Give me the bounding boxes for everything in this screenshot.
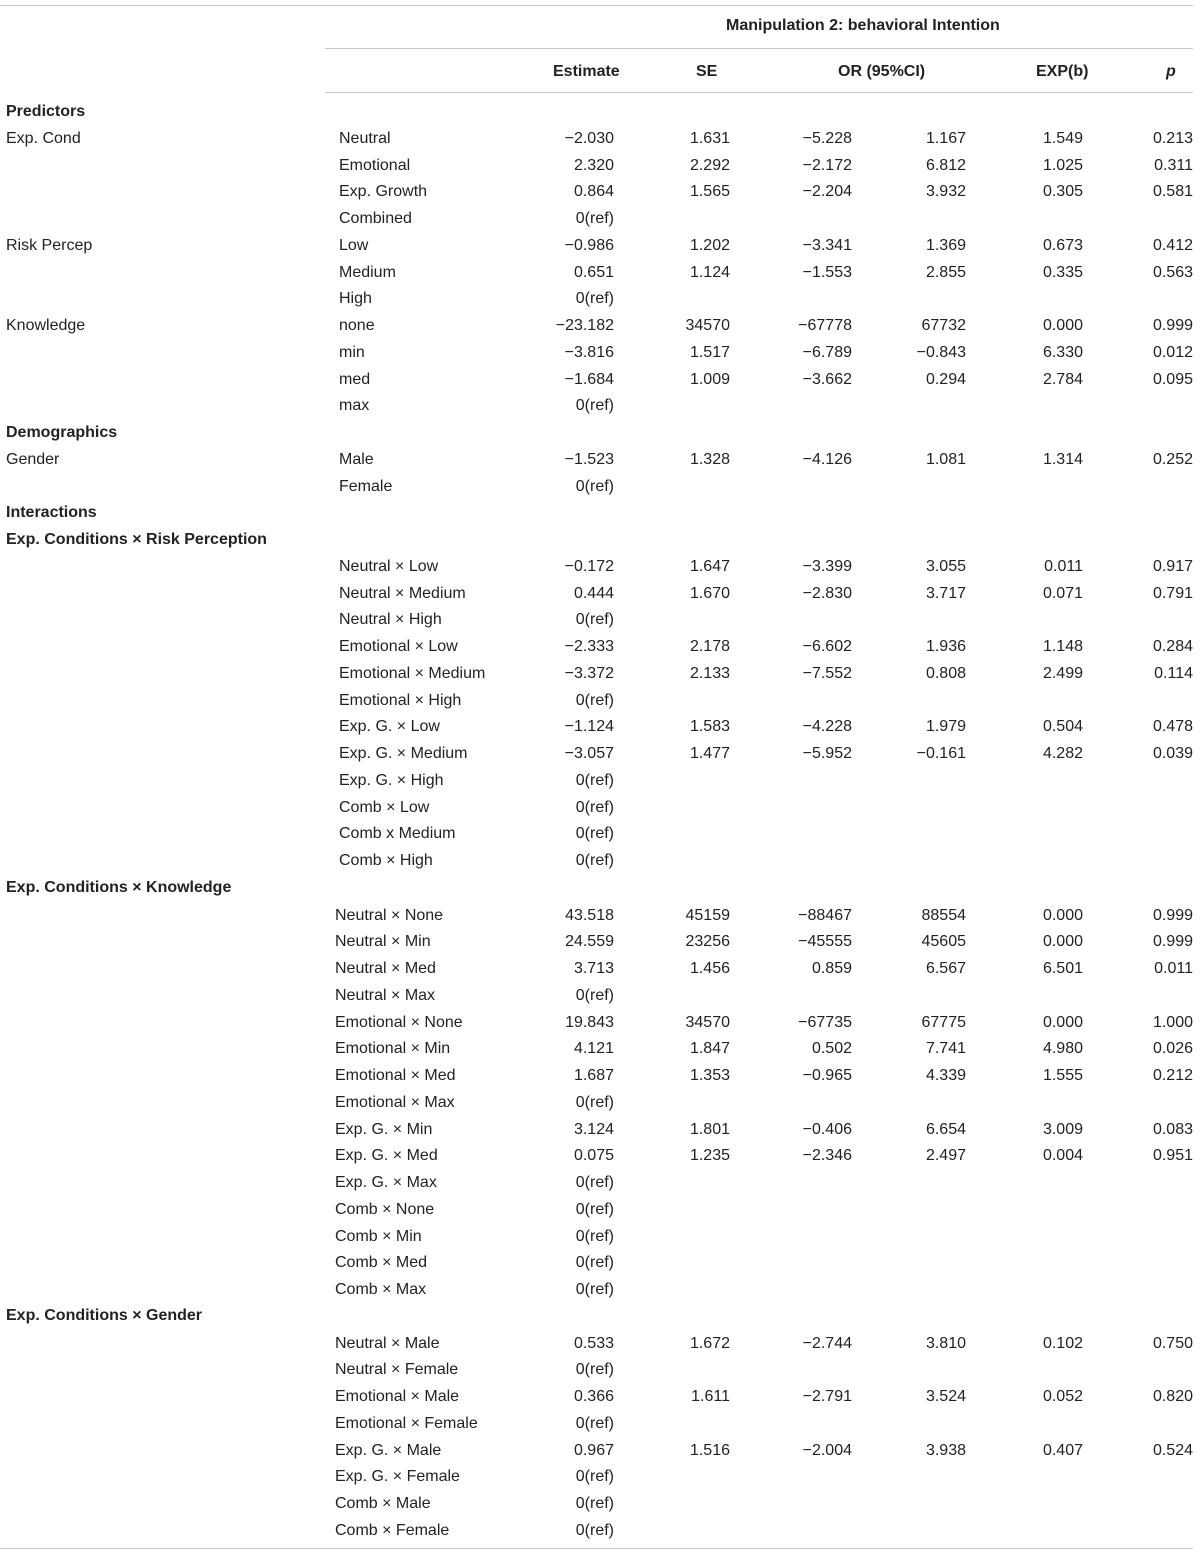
row-label: Neutral × Medium <box>339 584 466 602</box>
ci-upper-cell: 3.717 <box>925 584 966 602</box>
p-value-cell: 0.252 <box>1152 450 1193 468</box>
estimate-cell: 0(ref) <box>575 986 614 1004</box>
estimate-cell: 0(ref) <box>575 1254 614 1272</box>
expb-cell: 0.673 <box>1042 236 1083 254</box>
p-value-cell: 0.999 <box>1152 906 1193 924</box>
ci-upper-cell: 2.497 <box>925 1147 966 1165</box>
p-value-cell: 0.820 <box>1152 1388 1193 1406</box>
section-heading: Predictors <box>6 103 86 120</box>
p-value-cell: 0.114 <box>1154 664 1193 682</box>
ci-lower-cell: −2.346 <box>802 1147 852 1165</box>
row-label: Neutral <box>339 129 391 147</box>
p-value-cell: 0.311 <box>1154 156 1193 174</box>
p-value-cell: 0.012 <box>1152 343 1193 361</box>
estimate-cell: 0.651 <box>573 263 614 281</box>
expb-cell: 1.148 <box>1042 638 1083 655</box>
ci-lower-cell: −0.965 <box>802 1067 852 1085</box>
row-label: Comb × High <box>339 852 433 869</box>
ci-lower-cell: −2.791 <box>802 1388 852 1406</box>
p-value-cell: 0.026 <box>1152 1040 1193 1058</box>
se-cell: 1.353 <box>689 1067 730 1085</box>
expb-cell: 1.314 <box>1042 450 1083 468</box>
ci-lower-cell: −7.552 <box>802 664 852 682</box>
row-label: Neutral × Male <box>335 1334 440 1352</box>
estimate-cell: 3.713 <box>573 960 614 978</box>
ci-lower-cell: −5.228 <box>802 129 852 147</box>
section-heading: Demographics <box>6 424 118 441</box>
row-label: Comb × Low <box>339 798 430 816</box>
bottom-rule <box>0 1548 1193 1549</box>
ci-lower-cell: −6.602 <box>802 638 852 655</box>
row-label: Emotional × Medium <box>339 664 486 682</box>
estimate-cell: 0(ref) <box>575 1414 614 1432</box>
ci-lower-cell: −4.228 <box>802 718 852 736</box>
ci-upper-cell: 88554 <box>921 906 966 924</box>
p-value-cell: 0.212 <box>1152 1067 1193 1085</box>
se-cell: 1.124 <box>689 263 730 281</box>
column-header-estimate: Estimate <box>553 63 620 80</box>
p-value-cell: 0.083 <box>1152 1120 1193 1138</box>
row-label: Exp. G. × Low <box>339 718 440 736</box>
row-label: Low <box>339 236 369 254</box>
section-heading: Interactions <box>6 504 97 522</box>
expb-cell: 2.499 <box>1042 664 1083 682</box>
row-label: med <box>339 370 371 388</box>
header-rule <box>325 92 1193 93</box>
estimate-cell: 0(ref) <box>575 477 614 495</box>
ci-lower-cell: −45555 <box>798 933 852 951</box>
se-cell: 1.631 <box>689 129 730 147</box>
expb-cell: 3.009 <box>1042 1120 1083 1138</box>
estimate-cell: 2.320 <box>573 156 614 174</box>
se-cell: 1.477 <box>689 745 730 762</box>
row-label: Comb × Max <box>335 1281 427 1299</box>
ci-lower-cell: −67735 <box>798 1013 852 1031</box>
estimate-cell: 19.843 <box>565 1013 614 1031</box>
ci-upper-cell: 3.932 <box>925 183 966 201</box>
p-value-cell: 0.478 <box>1152 718 1193 736</box>
ci-lower-cell: −2.172 <box>802 156 852 174</box>
p-value-cell: 0.095 <box>1152 370 1193 388</box>
expb-cell: 4.282 <box>1042 745 1083 762</box>
p-value-cell: 0.999 <box>1152 317 1193 334</box>
p-value-cell: 0.039 <box>1152 745 1193 762</box>
estimate-cell: 24.559 <box>565 933 614 951</box>
ci-lower-cell: −2.004 <box>802 1441 852 1459</box>
ci-lower-cell: −2.830 <box>802 584 852 602</box>
ci-upper-cell: −0.843 <box>916 343 966 361</box>
p-value-cell: 0.951 <box>1152 1147 1193 1165</box>
row-label: none <box>339 317 375 334</box>
se-cell: 2.178 <box>689 638 730 655</box>
expb-cell: 1.549 <box>1042 129 1083 147</box>
se-cell: 1.672 <box>689 1334 730 1352</box>
row-label: High <box>339 290 372 308</box>
estimate-cell: 3.124 <box>573 1120 614 1138</box>
estimate-cell: 0.533 <box>573 1334 614 1352</box>
row-label: Emotional × None <box>335 1013 463 1031</box>
estimate-cell: −23.182 <box>555 317 614 334</box>
section-heading: Exp. Conditions × Knowledge <box>6 878 232 896</box>
se-cell: 1.565 <box>689 183 730 201</box>
se-cell: 1.647 <box>689 557 730 575</box>
ci-upper-cell: 1.936 <box>925 638 966 655</box>
row-label: Female <box>339 477 393 495</box>
row-label: Comb x Medium <box>339 825 456 843</box>
expb-cell: 0.335 <box>1042 263 1083 281</box>
estimate-cell: 0(ref) <box>575 798 614 816</box>
row-label: Comb × Med <box>335 1254 428 1272</box>
se-cell: 1.611 <box>691 1388 730 1406</box>
expb-cell: 0.071 <box>1042 584 1083 602</box>
title-rule <box>325 48 1193 49</box>
ci-upper-cell: 6.567 <box>925 960 966 978</box>
p-value-cell: 0.284 <box>1152 638 1193 655</box>
estimate-cell: 0.864 <box>573 183 614 201</box>
ci-upper-cell: 3.055 <box>925 557 966 575</box>
p-value-cell: 0.563 <box>1152 263 1193 281</box>
se-cell: 45159 <box>685 906 730 924</box>
estimate-cell: −0.986 <box>564 236 614 254</box>
p-value-cell: 0.917 <box>1152 557 1193 575</box>
row-label: Exp. G. × Female <box>335 1468 460 1486</box>
se-cell: 2.133 <box>689 664 730 682</box>
estimate-cell: 43.518 <box>565 906 614 924</box>
table-title: Manipulation 2: behavioral Intention <box>726 17 1000 34</box>
ci-upper-cell: −0.161 <box>916 745 966 762</box>
row-label: Emotional × Med <box>335 1067 456 1085</box>
estimate-cell: −3.372 <box>564 664 614 682</box>
row-label: Emotional × Low <box>339 638 458 655</box>
row-label: Male <box>339 450 374 468</box>
ci-upper-cell: 45605 <box>921 933 966 951</box>
expb-cell: 6.330 <box>1042 343 1083 361</box>
ci-lower-cell: −5.952 <box>802 745 852 762</box>
ci-lower-cell: −67778 <box>798 317 852 334</box>
row-label: Exp. G. × Male <box>335 1441 442 1459</box>
estimate-cell: 0(ref) <box>575 1468 614 1486</box>
ci-lower-cell: −88467 <box>798 906 852 924</box>
row-label: Emotional × Max <box>335 1093 455 1111</box>
ci-upper-cell: 1.081 <box>925 450 966 468</box>
row-label: Neutral × Med <box>335 960 436 978</box>
expb-cell: 4.980 <box>1042 1040 1083 1058</box>
ci-upper-cell: 6.654 <box>925 1120 966 1138</box>
section-heading: Exp. Conditions × Risk Perception <box>6 531 267 548</box>
se-cell: 23256 <box>685 933 730 951</box>
expb-cell: 0.305 <box>1042 183 1083 201</box>
expb-cell: 1.025 <box>1042 156 1083 174</box>
ci-lower-cell: −2.744 <box>802 1334 852 1352</box>
expb-cell: 0.000 <box>1042 1013 1083 1031</box>
row-label: Emotional × Male <box>335 1388 460 1406</box>
estimate-cell: 0(ref) <box>575 1093 614 1111</box>
ci-upper-cell: 3.938 <box>925 1441 966 1459</box>
estimate-cell: −3.057 <box>564 745 614 762</box>
estimate-cell: −1.523 <box>564 450 614 468</box>
se-cell: 1.235 <box>689 1147 730 1165</box>
estimate-cell: 4.121 <box>573 1040 614 1058</box>
ci-upper-cell: 7.741 <box>925 1040 966 1058</box>
estimate-cell: 0(ref) <box>575 1200 614 1218</box>
ci-upper-cell: 67732 <box>921 317 966 334</box>
group-label: Exp. Cond <box>6 129 81 147</box>
estimate-cell: 0(ref) <box>575 1227 614 1245</box>
estimate-cell: 0(ref) <box>575 1495 614 1513</box>
ci-lower-cell: −6.789 <box>802 343 852 361</box>
row-label: Neutral × Low <box>339 557 439 575</box>
p-value-cell: 0.213 <box>1152 129 1193 147</box>
row-label: Comb × Min <box>335 1227 422 1245</box>
ci-upper-cell: 3.524 <box>925 1388 966 1406</box>
ci-lower-cell: 0.502 <box>811 1040 852 1058</box>
estimate-cell: −3.816 <box>564 343 614 361</box>
estimate-cell: 0.366 <box>573 1388 614 1406</box>
estimate-cell: 0(ref) <box>575 691 614 709</box>
estimate-cell: 1.687 <box>573 1067 614 1085</box>
ci-lower-cell: −2.204 <box>802 183 852 201</box>
estimate-cell: 0(ref) <box>575 825 614 843</box>
expb-cell: 0.000 <box>1042 933 1083 951</box>
se-cell: 2.292 <box>689 156 730 174</box>
row-label: Emotional × Min <box>335 1040 451 1058</box>
estimate-cell: 0(ref) <box>575 1281 614 1299</box>
se-cell: 1.847 <box>689 1040 730 1058</box>
se-cell: 1.202 <box>689 236 730 254</box>
se-cell: 1.328 <box>689 450 730 468</box>
ci-upper-cell: 1.167 <box>925 129 966 147</box>
row-label: Comb × Female <box>335 1521 450 1539</box>
ci-upper-cell: 6.812 <box>925 156 966 174</box>
expb-cell: 0.000 <box>1042 906 1083 924</box>
ci-lower-cell: −4.126 <box>802 450 852 468</box>
se-cell: 1.517 <box>689 343 730 361</box>
column-header-or-ci: OR (95%CI) <box>838 63 926 80</box>
se-cell: 1.516 <box>689 1441 730 1459</box>
row-label: Exp. G. × High <box>339 771 444 789</box>
expb-cell: 0.052 <box>1042 1388 1083 1406</box>
ci-upper-cell: 4.339 <box>925 1067 966 1085</box>
p-value-cell: 0.999 <box>1152 933 1193 951</box>
estimate-cell: 0(ref) <box>575 397 614 415</box>
estimate-cell: 0.075 <box>573 1147 614 1165</box>
row-label: Medium <box>339 263 396 281</box>
row-label: Exp. G. × Med <box>335 1147 438 1165</box>
estimate-cell: 0(ref) <box>575 210 614 227</box>
expb-cell: 0.102 <box>1042 1334 1083 1352</box>
group-label: Risk Percep <box>6 236 93 254</box>
p-value-cell: 0.412 <box>1152 236 1193 254</box>
se-cell: 1.801 <box>689 1120 730 1138</box>
row-label: Exp. G. × Max <box>335 1174 437 1192</box>
ci-upper-cell: 3.810 <box>925 1334 966 1352</box>
p-value-cell: 0.011 <box>1154 960 1193 978</box>
estimate-cell: −1.684 <box>564 370 614 388</box>
ci-lower-cell: −0.406 <box>802 1120 852 1138</box>
ci-upper-cell: 2.855 <box>925 263 966 281</box>
row-label: Exp. Growth <box>339 183 428 201</box>
row-label: Combined <box>339 210 412 227</box>
column-header-expb: EXP(b) <box>1036 63 1089 80</box>
expb-cell: 0.504 <box>1042 718 1083 736</box>
estimate-cell: −1.124 <box>564 718 614 736</box>
se-cell: 1.009 <box>689 370 730 388</box>
ci-upper-cell: 1.369 <box>925 236 966 254</box>
ci-lower-cell: 0.859 <box>811 960 852 978</box>
ci-lower-cell: −3.662 <box>802 370 852 388</box>
row-label: Exp. G. × Medium <box>339 745 468 762</box>
p-value-cell: 0.791 <box>1152 584 1193 602</box>
top-rule <box>0 5 1193 6</box>
se-cell: 1.670 <box>689 584 730 602</box>
expb-cell: 0.011 <box>1044 557 1083 575</box>
estimate-cell: −0.172 <box>564 557 614 575</box>
row-label: Emotional <box>339 156 411 174</box>
ci-upper-cell: 67775 <box>921 1013 966 1031</box>
row-label: Neutral × Female <box>335 1361 459 1379</box>
estimate-cell: 0(ref) <box>575 771 614 789</box>
row-label: Neutral × Max <box>335 986 436 1004</box>
p-value-cell: 1.000 <box>1152 1013 1193 1031</box>
expb-cell: 0.407 <box>1042 1441 1083 1459</box>
estimate-cell: 0(ref) <box>575 290 614 308</box>
row-label: Exp. G. × Min <box>335 1120 433 1138</box>
row-label: Emotional × High <box>339 691 462 709</box>
row-label: Comb × Male <box>335 1495 431 1513</box>
ci-upper-cell: 0.294 <box>925 370 966 388</box>
row-label: Neutral × Min <box>335 933 431 951</box>
row-label: min <box>339 343 365 361</box>
ci-lower-cell: −3.399 <box>802 557 852 575</box>
expb-cell: 2.784 <box>1042 370 1083 388</box>
estimate-cell: 0(ref) <box>575 1361 614 1379</box>
estimate-cell: −2.030 <box>564 129 614 147</box>
expb-cell: 1.555 <box>1042 1067 1083 1085</box>
ci-upper-cell: 0.808 <box>925 664 966 682</box>
estimate-cell: −2.333 <box>564 638 614 655</box>
se-cell: 34570 <box>685 317 730 334</box>
section-heading: Exp. Conditions × Gender <box>6 1306 203 1324</box>
row-label: Comb × None <box>335 1200 435 1218</box>
expb-cell: 0.004 <box>1042 1147 1083 1165</box>
estimate-cell: 0.967 <box>573 1441 614 1459</box>
se-cell: 34570 <box>685 1013 730 1031</box>
row-label: Emotional × Female <box>335 1414 478 1432</box>
p-value-cell: 0.750 <box>1152 1334 1193 1352</box>
estimate-cell: 0(ref) <box>575 852 614 869</box>
ci-upper-cell: 1.979 <box>925 718 966 736</box>
expb-cell: 0.000 <box>1042 317 1083 334</box>
expb-cell: 6.501 <box>1042 960 1083 978</box>
group-label: Gender <box>6 450 60 468</box>
row-label: max <box>339 397 370 415</box>
row-label: Neutral × None <box>335 906 444 924</box>
ci-lower-cell: −3.341 <box>802 236 852 254</box>
ci-lower-cell: −1.553 <box>802 263 852 281</box>
column-header-se: SE <box>696 63 718 80</box>
estimate-cell: 0(ref) <box>575 1174 614 1192</box>
estimate-cell: 0(ref) <box>575 1521 614 1539</box>
group-label: Knowledge <box>6 317 86 334</box>
column-header-p: p <box>1166 63 1176 80</box>
estimate-cell: 0.444 <box>573 584 614 602</box>
p-value-cell: 0.524 <box>1152 1441 1193 1459</box>
p-value-cell: 0.581 <box>1152 183 1193 201</box>
estimate-cell: 0(ref) <box>575 611 614 629</box>
se-cell: 1.583 <box>689 718 730 736</box>
row-label: Neutral × High <box>339 611 442 629</box>
se-cell: 1.456 <box>689 960 730 978</box>
